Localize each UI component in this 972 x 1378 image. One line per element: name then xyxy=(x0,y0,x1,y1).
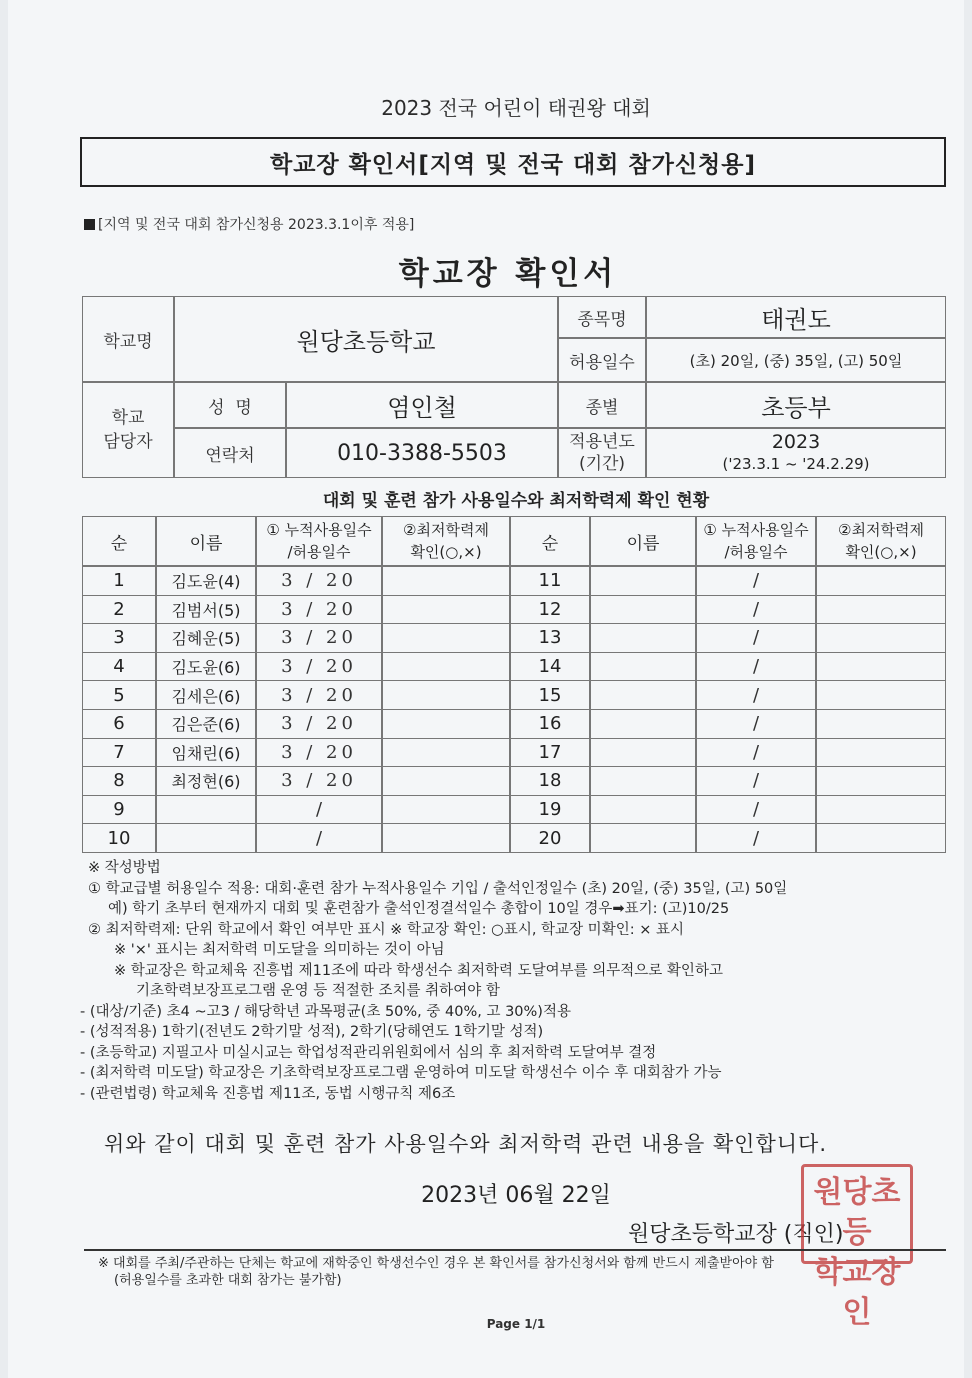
min-academic-check xyxy=(816,766,946,796)
footnote-line-1: ※ 대회를 주최/주관하는 단체는 학교에 재학중인 학생선수인 경우 본 확인서를 참가신청서와 함께 반드시 제출받아야 함 xyxy=(98,1256,774,1271)
sport-label: 종목명 xyxy=(558,296,646,338)
student-name xyxy=(590,766,696,796)
header-days-left xyxy=(256,516,382,566)
min-academic-check xyxy=(382,738,510,768)
writing-method xyxy=(80,858,948,1104)
year-value-cell xyxy=(646,428,946,478)
name-label: 성 명 xyxy=(174,382,286,428)
document-page xyxy=(8,0,964,1378)
footnote xyxy=(98,1255,774,1289)
days-used: / xyxy=(696,566,816,596)
days-used: / xyxy=(256,795,382,825)
row-number: 2 xyxy=(82,595,156,625)
row-number: 17 xyxy=(510,738,590,768)
category-value: 초등부 xyxy=(646,382,946,428)
days-used: / xyxy=(696,766,816,796)
row-number: 7 xyxy=(82,738,156,768)
doc-title: 학교장 확인서 xyxy=(398,256,618,292)
days-used: 3 / 20 xyxy=(256,623,382,653)
header-days-2: /허용일수 xyxy=(724,543,788,561)
header-days-2: /허용일수 xyxy=(287,543,351,561)
method-line: ※ '×' 표시는 최저학력 미도달을 의미하는 것이 아님 xyxy=(114,942,445,958)
student-name: 임채린(6) xyxy=(156,738,256,768)
min-academic-check xyxy=(816,595,946,625)
days-used: 3 / 20 xyxy=(256,738,382,768)
student-name xyxy=(590,738,696,768)
days-used: 3 / 20 xyxy=(256,680,382,710)
row-number: 19 xyxy=(510,795,590,825)
method-line: 예) 학기 초부터 현재까지 대회 및 훈련참가 출석인정결석일수 총합이 10일 경우➡표기: (고)10/25 xyxy=(108,901,730,917)
allowed-days-label: 허용일수 xyxy=(558,338,646,382)
year-label-2: (기간) xyxy=(578,454,626,474)
days-used: / xyxy=(256,823,382,853)
info-table xyxy=(82,296,946,478)
header-min-1: ②최저학력제 xyxy=(838,521,924,539)
notice-text: [지역 및 전국 대회 참가신청용 2023.3.1이후 적용] xyxy=(98,217,415,233)
days-used: 3 / 20 xyxy=(256,595,382,625)
confirm-text: 위와 같이 대회 및 훈련 참가 사용일수와 최저학력 관련 내용을 확인합니다. xyxy=(104,1132,828,1156)
header-min-1: ②최저학력제 xyxy=(403,521,489,539)
min-academic-check xyxy=(382,566,510,596)
contact-label: 연락처 xyxy=(174,428,286,478)
min-academic-check xyxy=(382,652,510,682)
allowed-days-value: (초) 20일, (중) 35일, (고) 50일 xyxy=(646,338,946,382)
square-bullet-icon xyxy=(84,219,95,230)
method-line: ② 최저학력제: 단위 학교에서 확인 여부만 표시 ※ 학교장 확인: ○표시, 학교장 미확인: × 표시 xyxy=(88,921,684,938)
issue-date: 2023년 06월 22일 xyxy=(421,1183,611,1208)
student-name: 최정현(6) xyxy=(156,766,256,796)
row-number: 6 xyxy=(82,709,156,739)
page-number: Page 1/1 xyxy=(486,1317,546,1331)
header-min-2: 확인(○,×) xyxy=(845,543,917,561)
min-academic-check xyxy=(816,566,946,596)
contact-value: 010-3388-5503 xyxy=(286,428,558,478)
min-academic-check xyxy=(816,709,946,739)
student-name xyxy=(590,623,696,653)
row-number: 5 xyxy=(82,680,156,710)
method-line: 기초학력보장프로그램 운영 등 적절한 조치를 취하여야 함 xyxy=(136,983,500,999)
school-label: 학교명 xyxy=(82,296,174,382)
roster-table xyxy=(82,516,946,852)
method-line: ※ 작성방법 xyxy=(88,860,161,876)
header-min-2: 확인(○,×) xyxy=(410,543,482,561)
days-used: / xyxy=(696,623,816,653)
days-used: / xyxy=(696,823,816,853)
method-line: - (최저학력 미도달) 학교장은 기초학력보장프로그램 운영하여 미도달 학생선수 이수 후 대회참가 가능 xyxy=(80,1065,722,1081)
student-name: 김범서(5) xyxy=(156,595,256,625)
student-name: 김세은(6) xyxy=(156,680,256,710)
student-name: 김도윤(6) xyxy=(156,652,256,682)
row-number: 4 xyxy=(82,652,156,682)
year-label-1: 적용년도 xyxy=(569,432,635,452)
row-number: 20 xyxy=(510,823,590,853)
row-number: 9 xyxy=(82,795,156,825)
student-name xyxy=(590,680,696,710)
days-used: / xyxy=(696,652,816,682)
student-name xyxy=(156,795,256,825)
days-used: 3 / 20 xyxy=(256,766,382,796)
days-used: / xyxy=(696,680,816,710)
notice xyxy=(84,214,414,234)
min-academic-check xyxy=(382,709,510,739)
seal-line: 원당초등 xyxy=(813,1175,901,1250)
min-academic-check xyxy=(382,766,510,796)
days-used: 3 / 20 xyxy=(256,566,382,596)
row-number: 12 xyxy=(510,595,590,625)
student-name xyxy=(590,823,696,853)
min-academic-check xyxy=(382,623,510,653)
row-number: 15 xyxy=(510,680,590,710)
min-academic-check xyxy=(816,680,946,710)
header-min-right xyxy=(816,516,946,566)
row-number: 1 xyxy=(82,566,156,596)
manager-label-1: 학교 xyxy=(111,408,145,428)
row-number: 14 xyxy=(510,652,590,682)
min-academic-check xyxy=(382,680,510,710)
student-name: 김혜운(5) xyxy=(156,623,256,653)
year-period: ('23.3.1 ~ '24.2.29) xyxy=(722,455,870,473)
min-academic-check xyxy=(816,795,946,825)
student-name xyxy=(590,709,696,739)
min-academic-check xyxy=(816,738,946,768)
student-name xyxy=(156,823,256,853)
form-title: 학교장 확인서[지역 및 전국 대회 참가신청용] xyxy=(80,137,946,187)
method-line: - (대상/기준) 초4 ~고3 / 해당학년 과목평균(초 50%, 중 40%, 고 30%)적용 xyxy=(80,1003,571,1020)
student-name xyxy=(590,795,696,825)
row-number: 10 xyxy=(82,823,156,853)
status-title: 대회 및 훈련 참가 사용일수와 최저학력제 확인 현황 xyxy=(322,491,710,511)
event-title: 2023 전국 어린이 태권왕 대회 xyxy=(381,96,651,120)
row-number: 18 xyxy=(510,766,590,796)
manager-label-2: 담당자 xyxy=(103,432,153,452)
seal-line: 학교장인 xyxy=(813,1255,901,1330)
method-line: ※ 학교장은 학교체육 진흥법 제11조에 따라 학생선수 최저학력 도달여부를 의무적으로 확인하고 xyxy=(114,962,723,979)
footnote-line-2: (허용일수를 초과한 대회 참가는 불가함) xyxy=(114,1273,342,1288)
year-label xyxy=(558,428,646,478)
row-number: 3 xyxy=(82,623,156,653)
row-number: 16 xyxy=(510,709,590,739)
principal-signature: 원당초등학교장 (직인) xyxy=(628,1222,844,1247)
days-used: / xyxy=(696,709,816,739)
student-name xyxy=(590,595,696,625)
header-days-1: ① 누적사용일수 xyxy=(266,521,372,539)
row-number: 11 xyxy=(510,566,590,596)
method-line: - (초등학교) 지필고사 미실시교는 학업성적관리위원회에서 심의 후 최저학력 도달여부 결정 xyxy=(80,1044,657,1061)
method-line: ① 학교급별 허용일수 적용: 대회·훈련 참가 누적사용일수 기입 / 출석인정일수 (초) 20일, (중) 35일, (고) 50일 xyxy=(88,880,788,897)
manager-label xyxy=(82,382,174,478)
min-academic-check xyxy=(382,795,510,825)
row-number: 13 xyxy=(510,623,590,653)
days-used: / xyxy=(696,595,816,625)
name-value: 염인철 xyxy=(286,382,558,428)
days-used: 3 / 20 xyxy=(256,709,382,739)
header-name-left: 이름 xyxy=(156,516,256,566)
year-value: 2023 xyxy=(771,431,821,453)
header-name-right: 이름 xyxy=(590,516,696,566)
student-name xyxy=(590,566,696,596)
header-min-left xyxy=(382,516,510,566)
school-value: 원당초등학교 xyxy=(174,296,558,382)
header-days-1: ① 누적사용일수 xyxy=(703,521,809,539)
header-days-right xyxy=(696,516,816,566)
days-used: / xyxy=(696,795,816,825)
student-name: 김은준(6) xyxy=(156,709,256,739)
days-used: 3 / 20 xyxy=(256,652,382,682)
min-academic-check xyxy=(382,823,510,853)
days-used: / xyxy=(696,738,816,768)
row-number: 8 xyxy=(82,766,156,796)
method-line: - (성적적용) 1학기(전년도 2학기말 성적), 2학기(당해연도 1학기말 성적) xyxy=(80,1024,544,1040)
student-name: 김도윤(4) xyxy=(156,566,256,596)
min-academic-check xyxy=(816,823,946,853)
student-name xyxy=(590,652,696,682)
min-academic-check xyxy=(816,652,946,682)
header-no-right: 순 xyxy=(510,516,590,566)
min-academic-check xyxy=(816,623,946,653)
min-academic-check xyxy=(382,595,510,625)
category-label: 종별 xyxy=(558,382,646,428)
method-line: - (관련법령) 학교체육 진흥법 제11조, 동법 시행규칙 제6조 xyxy=(80,1085,456,1102)
sport-value: 태권도 xyxy=(646,296,946,338)
header-no-left: 순 xyxy=(82,516,156,566)
footer-divider xyxy=(84,1249,946,1251)
